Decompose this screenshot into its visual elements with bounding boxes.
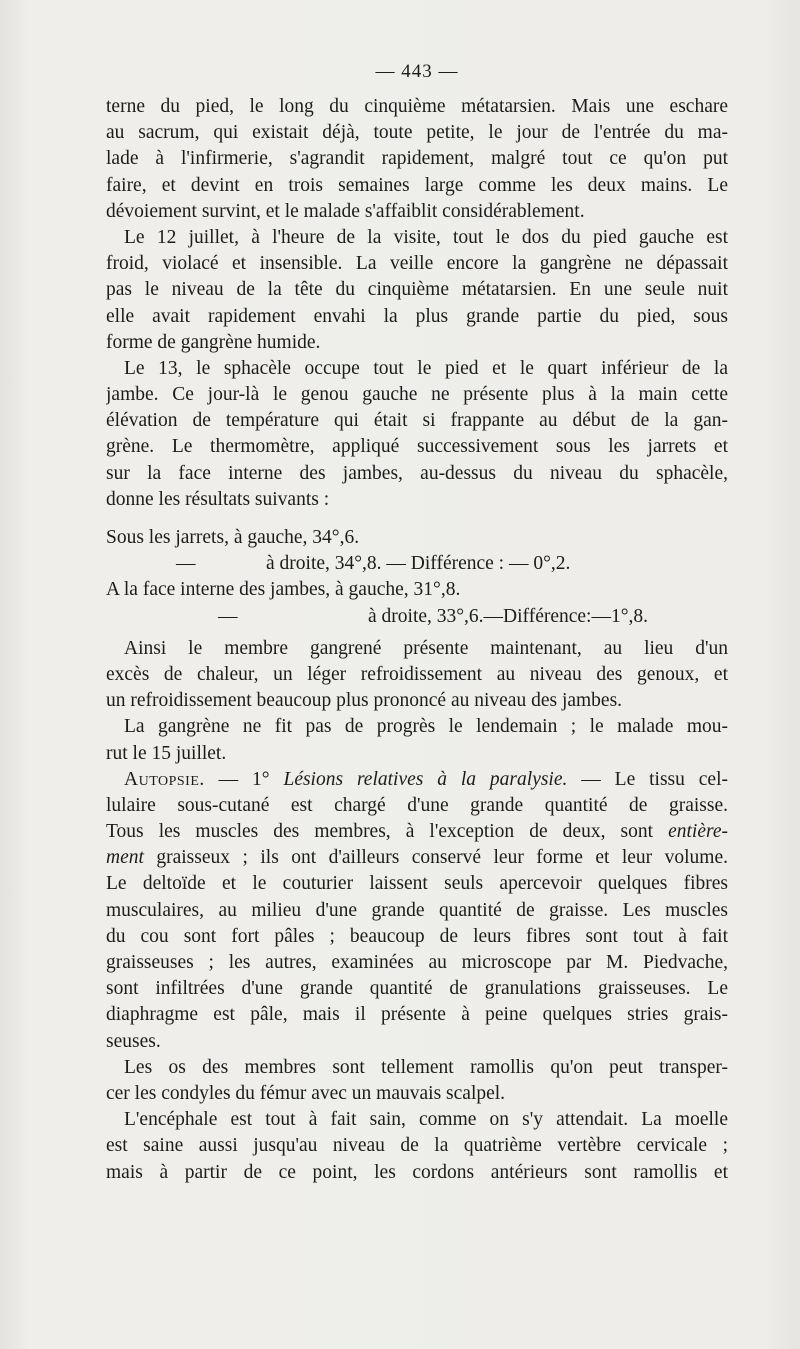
text-line xyxy=(106,767,728,793)
text-line: terne du pied, le long du cinquième métatarsien. Mais une eschare xyxy=(106,96,728,117)
measurement-line xyxy=(106,525,728,551)
text-line: lade à l'infirmerie, s'agrandit rapidement, malgré tout ce qu'on put xyxy=(106,148,728,170)
text-line: Le deltoïde et le couturier laissent seuls apercevoir quelques fibres xyxy=(106,873,728,895)
measurement-text: A la face interne des jambes, à gauche, 31°,8. xyxy=(106,579,461,601)
paragraph-encephalon xyxy=(106,1107,728,1186)
text-fragment: — 1° xyxy=(204,768,284,790)
paragraph-autopsy xyxy=(106,767,728,1055)
text-line: Ainsi le membre gangrené présente maintenant, au lieu d'un xyxy=(124,637,728,659)
measurement-text: à droite, 34°,8. — Différence : — 0°,2. xyxy=(266,553,571,575)
text-line: jambe. Ce jour-là le genou gauche ne présente plus à la main cette xyxy=(106,384,728,406)
text-line: forme de gangrène humide. xyxy=(106,331,321,353)
text-fragment: graisseux ; ils ont d'ailleurs conservé leur forme et leur volume. xyxy=(143,847,728,869)
text-line: grène. Le thermomètre, appliqué successivement sous les jarrets et xyxy=(106,436,728,458)
measurement-line xyxy=(106,604,728,630)
paragraph-bones xyxy=(106,1055,728,1107)
paragraph-continuation xyxy=(106,94,728,225)
emphasis: entière- xyxy=(668,821,728,843)
text-line: cer les condyles du fémur avec un mauvais scalpel. xyxy=(106,1082,506,1104)
text-line: musculaires, au milieu d'une grande quantité de graisse. Les muscles xyxy=(106,899,728,921)
text-line: sur la face interne des jambes, au-dessus du niveau du sphacèle, xyxy=(106,462,728,484)
paragraph-death xyxy=(106,714,728,766)
text-line: sont infiltrées d'une grande quantité de granulations graisseuses. Le xyxy=(106,978,728,1000)
text-line: lulaire sous-cutané est chargé d'une grande quantité de graisse. xyxy=(106,794,728,816)
paragraph-conclusion xyxy=(106,636,728,715)
text-line: graisseuses ; les autres, examinées au microscope par M. Piedvache, xyxy=(106,952,728,973)
section-title: Lésions relatives à la paralysie. xyxy=(283,768,568,790)
text-line: Les os des membres sont tellement ramollis qu'on peut transper- xyxy=(124,1056,728,1078)
autopsy-label: Autopsie. xyxy=(124,768,205,790)
text-line: elle avait rapidement envahi la plus grande partie du pied, sous xyxy=(106,305,728,327)
text-line: L'encéphale est tout à fait sain, comme on s'y attendait. La moelle xyxy=(124,1109,728,1131)
text-line: Le 13, le sphacèle occupe tout le pied et le quart inférieur de la xyxy=(124,357,728,379)
page-number: — 443 — xyxy=(375,61,459,82)
text-line: un refroidissement beaucoup plus prononcé au niveau des jambes. xyxy=(106,690,623,712)
temperature-measurements xyxy=(106,525,728,630)
text-line: élévation de température qui était si frappante au début de la gan- xyxy=(106,410,728,432)
text-line: excès de chaleur, un léger refroidissement au niveau des genoux, et xyxy=(106,663,728,685)
text-line: mais à partir de ce point, les cordons antérieurs sont ramollis et xyxy=(106,1161,728,1183)
ditto-dash: — xyxy=(218,605,238,627)
text-line xyxy=(106,819,728,845)
measurement-text: à droite, 33°,6.—Différence:—1°,8. xyxy=(368,605,649,627)
ditto-dash: — xyxy=(176,553,196,575)
text-line: du cou sont fort pâles ; beaucoup de leurs fibres sont tout à fait xyxy=(106,925,728,947)
measurement-line xyxy=(106,551,728,577)
text-line: pas le niveau de la tête du cinquième métatarsien. En une seule nuit xyxy=(106,279,728,301)
text-line: diaphragme est pâle, mais il présente à peine quelques stries grais- xyxy=(106,1004,728,1026)
measurement-line xyxy=(106,577,728,603)
text-line: Le 12 juillet, à l'heure de la visite, tout le dos du pied gauche est xyxy=(124,226,728,248)
text-line: rut le 15 juillet. xyxy=(106,742,227,764)
text-line: seuses. xyxy=(106,1030,161,1052)
emphasis: ment xyxy=(106,847,144,869)
text-line: est saine aussi jusqu'au niveau de la quatrième vertèbre cervicale ; xyxy=(106,1135,728,1157)
paragraph-july-13 xyxy=(106,356,728,513)
text-fragment: — Le tissu cel- xyxy=(567,768,728,790)
measurement-text: Sous les jarrets, à gauche, 34°,6. xyxy=(106,527,360,548)
text-line: dévoiement survint, et le malade s'affaiblit considérablement. xyxy=(106,200,585,222)
paragraph-july-12 xyxy=(106,225,728,356)
text-line xyxy=(106,845,728,871)
text-line: donne les résultats suivants : xyxy=(106,488,330,510)
text-line: La gangrène ne fit pas de progrès le lendemain ; le malade mou- xyxy=(124,716,728,738)
text-fragment: Tous les muscles des membres, à l'exception de deux, sont xyxy=(106,821,669,843)
text-line: au sacrum, qui existait déjà, toute petite, le jour de l'entrée du ma- xyxy=(106,122,728,144)
text-line: faire, et devint en trois semaines large comme les deux mains. Le xyxy=(106,174,728,196)
text-line: froid, violacé et insensible. La veille encore la gangrène ne dépassait xyxy=(106,253,728,275)
